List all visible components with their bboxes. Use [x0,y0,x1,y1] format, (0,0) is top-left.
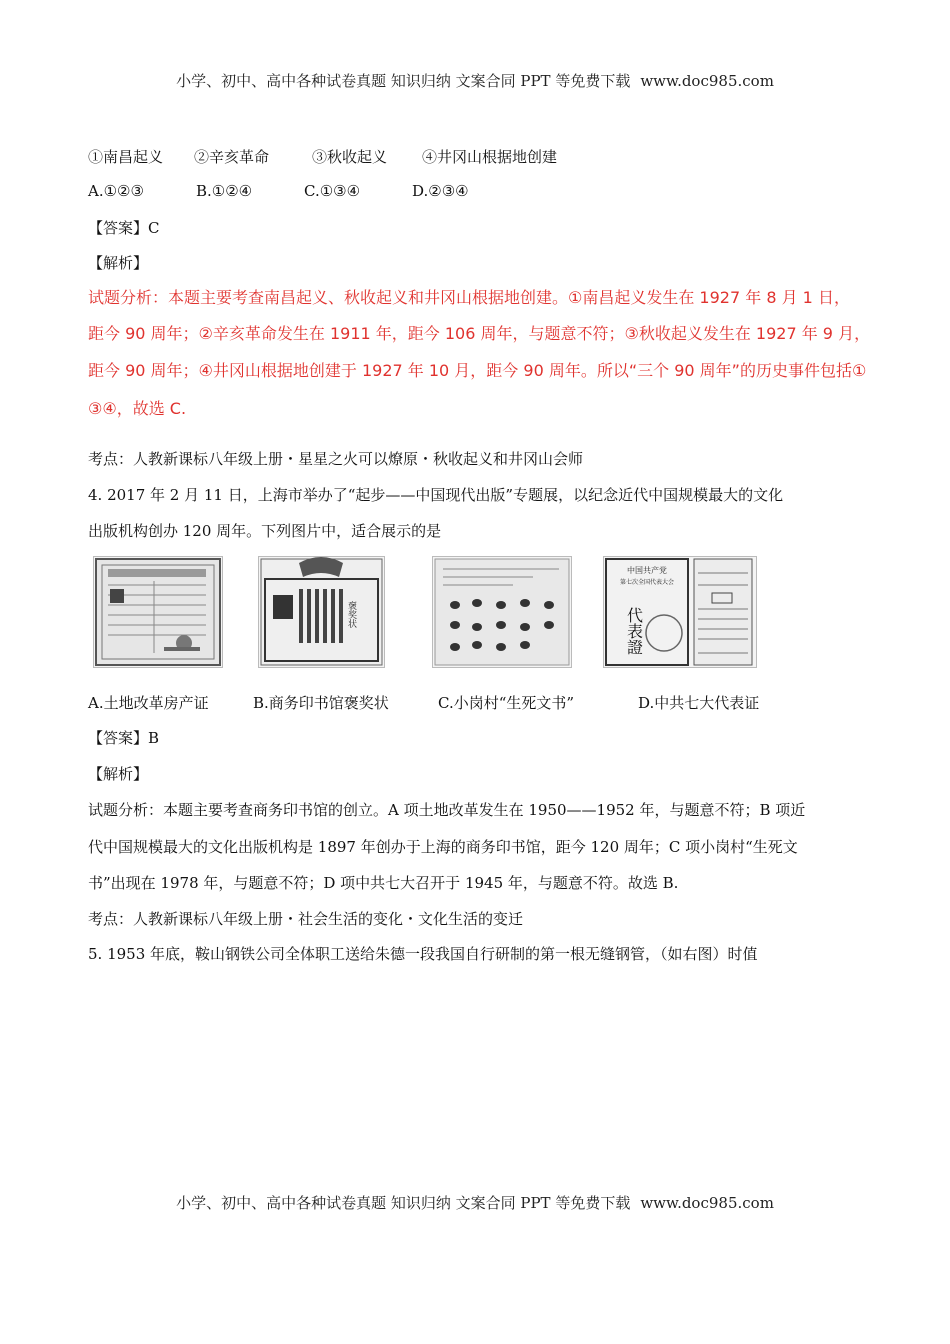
q3-analysis-line-4: ③④，故选 C. [88,399,187,418]
header-url[interactable]: www.doc985.com [640,72,774,90]
q3-answer: 【答案】C [88,219,160,237]
q3-option-b: B.①②④ [196,182,253,200]
q4-stem-line-2: 出版机构创办 120 周年。下列图片中，适合展示的是 [88,522,442,540]
q4-options [88,692,759,713]
q3-analysis-label: 【解析】 [88,254,149,272]
q4-option-b: B.商务印书馆褒奖状 [253,694,389,712]
q4-analysis-line-1: 试题分析：本题主要考查商务印书馆的创立。A 项土地改革发生在 1950——1952 年，与题意不符；B 项近 [88,801,806,819]
q3-option-a: A.①②③ [88,182,144,200]
q4-option-d: D.中共七大代表证 [638,694,760,712]
q3-events [88,146,557,167]
image-b-award-certificate [258,556,385,668]
delegate-card-party: 中国共产党 [627,566,667,575]
delegate-card-big-title: 代表證 [624,607,644,655]
header-text: 小学、初中、高中各种试卷真题 知识归纳 文案合同 PPT 等免费下载 [176,72,631,90]
q4-kaodian: 考点：人教新课标八年级上册・社会生活的变化・文化生活的变迁 [88,910,524,928]
q4-analysis-label: 【解析】 [88,765,149,783]
q3-event-1: ①南昌起义 [88,148,164,166]
footer-url[interactable]: www.doc985.com [640,1194,774,1212]
q3-event-3: ③秋收起义 [312,148,388,166]
page-header [0,70,950,91]
q4-answer: 【答案】B [88,729,160,747]
delegate-card-picture [604,557,756,667]
q3-event-2: ②辛亥革命 [194,148,270,166]
land-certificate-picture [94,557,222,667]
footer-text: 小学、初中、高中各种试卷真题 知识归纳 文案合同 PPT 等免费下载 [176,1194,631,1212]
q4-option-a: A.土地改革房产证 [88,694,209,712]
image-a-land-certificate [93,556,223,668]
q3-option-d: D.②③④ [412,182,469,200]
q3-analysis-line-2: 距今 90 周年；②辛亥革命发生在 1911 年，距今 106 周年，与题意不符；③秋收起义发生在 1927 年 9 月， [88,324,871,343]
q3-kaodian: 考点：人教新课标八年级上册・星星之火可以燎原・秋收起义和井冈山会师 [88,450,584,468]
q5-stem: 5. 1953 年底，鞍山钢铁公司全体职工送给朱德一段我国自行研制的第一根无缝钢管，（如右图）时值 [88,945,758,963]
q3-options [88,182,469,200]
delegate-card-congress: 第七次全国代表大会 [619,579,675,586]
q3-analysis-line-1: 试题分析：本题主要考查南昌起义、秋收起义和井冈山根据地创建。①南昌起义发生在 1927 年 8 月 1 日， [88,288,850,307]
q3-event-4: ④井冈山根据地创建 [422,148,558,166]
q4-stem-line-1: 4. 2017 年 2 月 11 日，上海市举办了“起步——中国现代出版”专题展，以纪念近代中国规模最大的文化 [88,486,784,504]
image-d-delegate-card [603,556,757,668]
image-c-xiaogang-document [432,556,572,668]
xiaogang-document-picture [433,557,571,667]
award-certificate-title: 褒奖状 [346,601,356,628]
q4-option-c: C.小岗村“生死文书” [438,694,575,712]
award-certificate-picture [259,557,384,667]
page-footer [0,1192,950,1213]
q3-option-c: C.①③④ [304,182,361,200]
q4-analysis-line-3: 书”出现在 1978 年，与题意不符；D 项中共七大召开于 1945 年，与题意不符。故选 B. [88,874,679,892]
q3-analysis-line-3: 距今 90 周年；④井冈山根据地创建于 1927 年 10 月，距今 90 周年。所以“三个 90 周年”的历史事件包括① [88,361,867,380]
q4-analysis-line-2: 代中国规模最大的文化出版机构是 1897 年创办于上海的商务印书馆，距今 120 周年；C 项小岗村“生死文 [88,838,798,856]
